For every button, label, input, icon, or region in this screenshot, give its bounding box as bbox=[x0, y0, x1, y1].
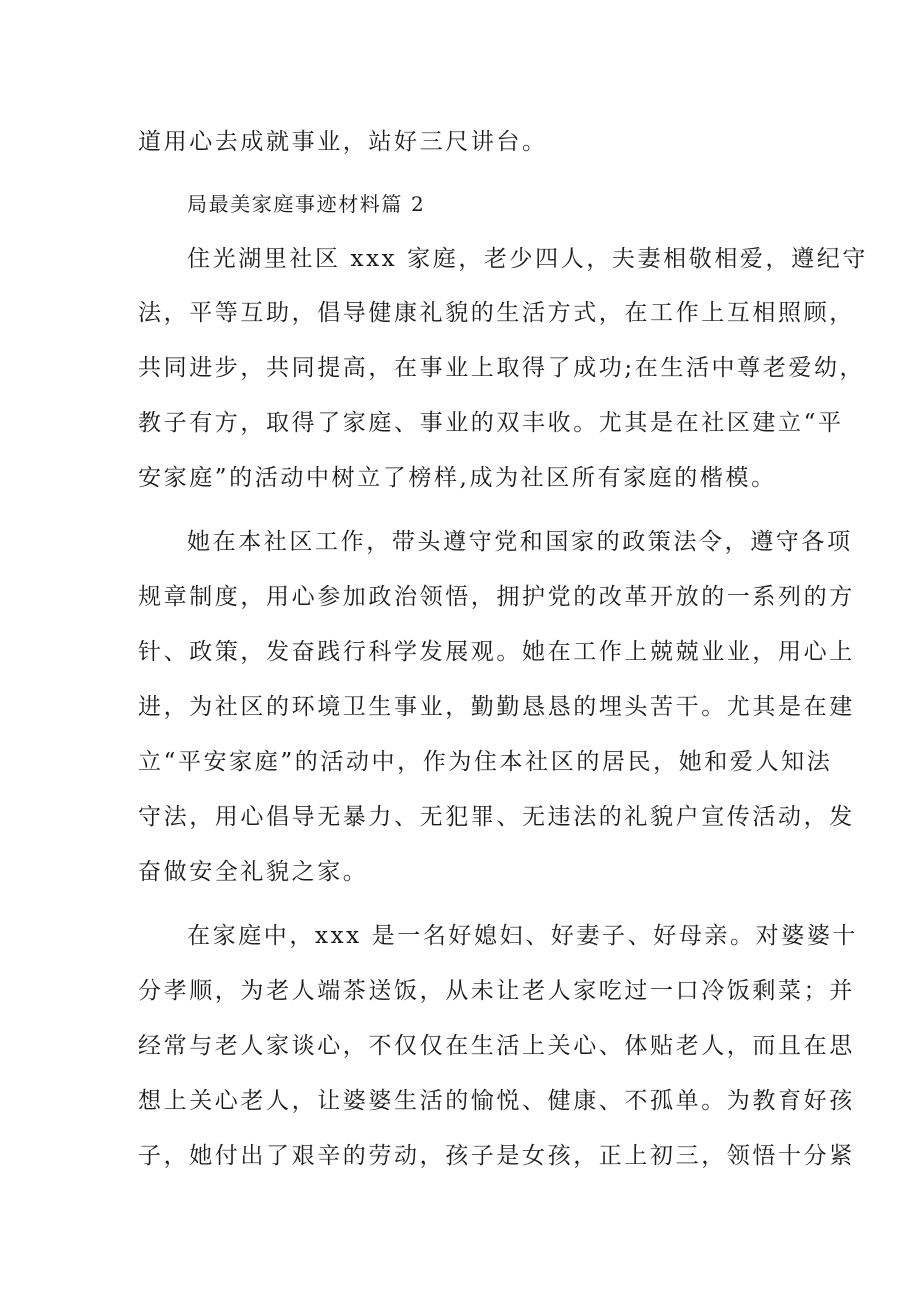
paragraph-line: 住光湖里社区 xxx 家庭，老少四人，夫妻相敬相爱，遵纪守 bbox=[187, 246, 868, 272]
paragraph-line: 子，她付出了艰辛的劳动，孩子是女孩，正上初三，领悟十分紧 bbox=[138, 1143, 855, 1169]
paragraph-line: 想上关心老人，让婆婆生活的愉悦、健康、不孤单。为教育好孩 bbox=[138, 1088, 855, 1114]
paragraph-line: 在家庭中，xxx 是一名好媳妇、好妻子、好母亲。对婆婆十 bbox=[187, 923, 859, 949]
paragraph-line: 经常与老人家谈心，不仅仅在生活上关心、体贴老人，而且在思 bbox=[138, 1033, 855, 1059]
paragraph-line: 奋做安全礼貌之家。 bbox=[138, 859, 369, 885]
paragraph-line: 守法，用心倡导无暴力、无犯罪、无违法的礼貌户宣传活动，发 bbox=[138, 804, 855, 830]
paragraph-line: 她在本社区工作，带头遵守党和国家的政策法令，遵守各项 bbox=[187, 529, 853, 555]
paragraph-line: 分孝顺，为老人端茶送饭，从未让老人家吃过一口冷饭剩菜；并 bbox=[138, 978, 855, 1004]
paragraph-line: 进，为社区的环境卫生事业，勤勤恳恳的埋头苦干。尤其是在建 bbox=[138, 694, 855, 720]
paragraph-line: 教子有方，取得了家庭、事业的双丰收。尤其是在社区建立“平 bbox=[138, 410, 844, 436]
section-heading: 局最美家庭事迹材料篇 2 bbox=[187, 192, 426, 216]
paragraph-line: 法，平等互助，倡导健康礼貌的生活方式，在工作上互相照顾， bbox=[138, 300, 855, 326]
paragraph-line: 安家庭”的活动中树立了榜样,成为社区所有家庭的楷模。 bbox=[138, 465, 777, 491]
paragraph-line: 立“平安家庭”的活动中，作为住本社区的居民，她和爱人知法 bbox=[138, 749, 833, 775]
paragraph-line: 共同进步，共同提高，在事业上取得了成功;在生活中尊老爱幼， bbox=[138, 355, 866, 381]
paragraph-line: 针、政策，发奋践行科学发展观。她在工作上兢兢业业，用心上 bbox=[138, 639, 855, 665]
paragraph-line: 道用心去成就事业，站好三尺讲台。 bbox=[138, 129, 548, 155]
paragraph-line: 规章制度，用心参加政治领悟，拥护党的改革开放的一系列的方 bbox=[138, 584, 855, 610]
